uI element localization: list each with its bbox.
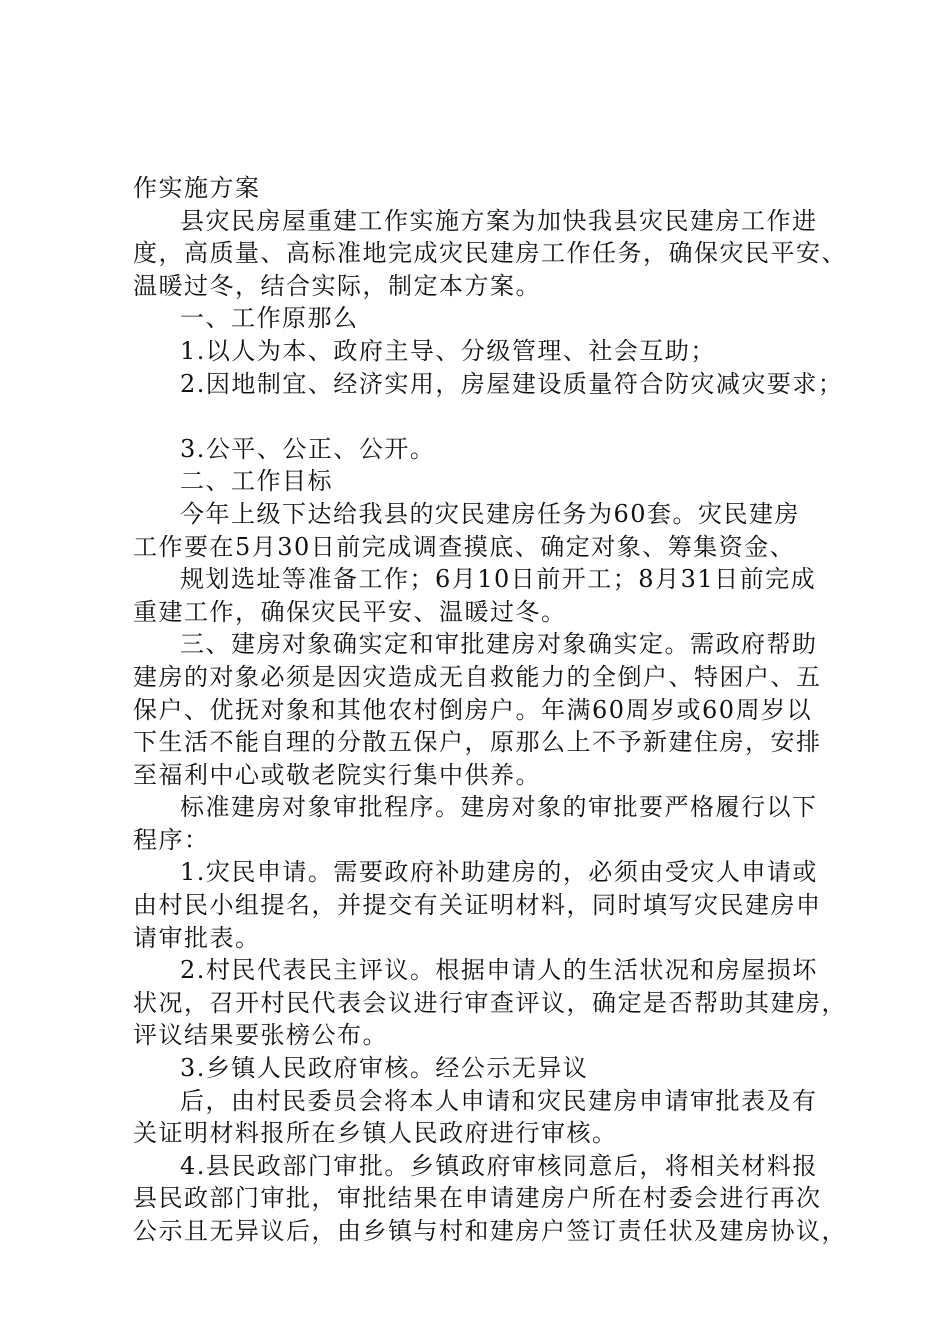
text-line: 建房的对象必须是因灾造成无自救能力的全倒户、特困户、五 [133,662,822,691]
text-line: 保户、优抚对象和其他农村倒房户。年满60周岁或60周岁以 [133,695,813,724]
text-line: 至福利中心或敬老院实行集中供养。 [133,760,541,789]
text-line: 后，由村民委员会将本人申请和灾民建房申请审批表及有 [180,1086,818,1115]
text-line: 县民政部门审批，审批结果在申请建房户所在村委会进行再次 [133,1184,822,1213]
text-line: 度，高质量、高标准地完成灾民建房工作任务，确保灾民平安、 [133,239,847,268]
text-line: 关证明材料报所在乡镇人民政府进行审核。 [133,1119,618,1148]
text-line: 规划选址等准备工作；6月10日前开工；8月31日前完成 [180,565,817,594]
text-line: 二、工作目标 [180,467,333,496]
text-line: 1.灾民申请。需要政府补助建房的，必须由受灾人申请或 [180,858,818,887]
text-line: 今年上级下达给我县的灾民建房任务为60套。灾民建房 [180,499,801,528]
document-body [133,172,847,1248]
blank-line [133,400,833,433]
text-line: 状况，召开村民代表会议进行审查评议，确定是否帮助其建房， [133,988,847,1017]
text-line: 标准建房对象审批程序。建房对象的审批要严格履行以下 [180,793,818,822]
text-line: 程序： [133,825,210,854]
text-line: 公示且无异议后，由乡镇与村和建房户签订责任状及建房协议， [133,1217,847,1245]
text-line: 评议结果要张榜公布。 [133,1021,388,1050]
text-line: 1.以人为本、政府主导、分级管理、社会互助； [180,336,716,365]
text-line: 作实施方案 [133,174,261,202]
text-line: 工作要在5月30日前完成调查摸底、确定对象、筹集资金、 [133,532,796,561]
text-line: 2.村民代表民主评议。根据申请人的生活状况和房屋损坏 [180,956,818,985]
text-line: 一、工作原那么 [180,304,359,333]
text-line: 3.乡镇人民政府审核。经公示无异议 [180,1054,589,1083]
text-line: 2.因地制宜、经济实用，房屋建设质量符合防灾减灾要求； [180,369,844,398]
text-line: 重建工作，确保灾民平安、温暖过冬。 [133,597,567,626]
text-line: 请审批表。 [133,923,261,952]
text-line: 县灾民房屋重建工作实施方案为加快我县灾民建房工作进 [180,206,818,235]
text-line: 3.公平、公正、公开。 [180,434,436,463]
text-line: 三、建房对象确实定和审批建房对象确实定。需政府帮助 [180,630,818,659]
text-line: 由村民小组提名，并提交有关证明材料，同时填写灾民建房申 [133,891,822,920]
text-line: 4.县民政部门审批。乡镇政府审核同意后，将相关材料报 [180,1151,818,1180]
text-line: 温暖过冬，结合实际，制定本方案。 [133,271,541,300]
text-line: 下生活不能自理的分散五保户，原那么上不予新建住房，安排 [133,728,822,757]
